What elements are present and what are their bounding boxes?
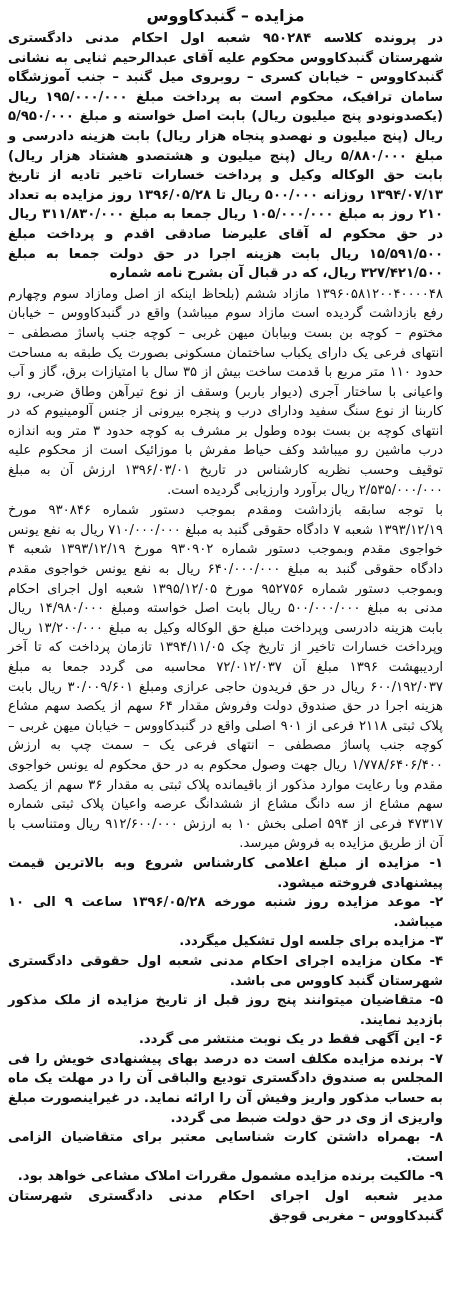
condition-item: ۴- مکان مزایده اجرای احکام مدنی شعبه اول حقوقی دادگستری شهرستان گنبد کاووس می باشد.: [8, 953, 443, 989]
property-description-paragraph: ۱۳۹۶۰۵۸۱۲۰۰۴۰۰۰۰۴۸ مازاد ششم (بلحاظ اینکه از اصل ومازاد سوم وچهارم رفع بازداشت گردیده است مازاد سوم میباشد) واقع در گنبدکاووس – خیابان مختوم – کوچه بن بست وبیابان میهن غربی – کوچه جنب پاساژ مصطفی – انتهای فرعی یک دارای یکباب ساختمان مسکونی بصورت یک طبقه به مساحت حدود ۱۱۰ متر مربع با قدمت ساخت بیش از ۳۵ سال با امتیازات برق، گاز و آب واعیانی با ساختار آجری (دیوار باربر) وسقف از نوع تیرآهن وطاق ضربی، رو کاربنا از نوع سنگ سفید ودارای درب و پنجره بیرونی از جنس آلومینیوم که در انتهای کوچه بن بست بوده وطول بر مشرف به کوچه حدود ۳ متر وبه اندازه درب ماشین رو میباشد وکف حیاط مفرش با موزائیک است از محکوم علیه توقیف وحسب نظریه کارشناس در تاریخ ۱۳۹۶/۰۳/۰۱ ارزش آن به مبلغ ۲/۵۳۵/۰۰۰/۰۰۰ ریال برآورد وارزیابی گردیده است.: [8, 286, 443, 498]
intro-paragraph: در پرونده کلاسه ۹۵۰۲۸۴ شعبه اول احکام مدنی دادگستری شهرستان گنبدکاووس محکوم علیه آقای عبدالرحیم ثنایی به نشانی گنبدکاووس – خیابان کسری – روبروی میل گنبد – جنب آموزشگاه سامان ترافیک، محکوم است به پرداخت مبلغ ۱۹۵/۰۰۰/۰۰۰ ریال (یکصدونودو پنج میلیون ریال) بابت اصل خواسته و مبلغ ۵/۹۵۰/۰۰۰ ریال (پنج میلیون و نهصدو پنجاه هزار ریال) بابت هزینه دادرسی و مبلغ ۵/۸۸۰/۰۰۰ ریال (پنج میلیون و هشتصدو هشتاد هزار ریال) بابت حق الوکاله وکیل و پرداخت خسارات تاخیر تادیه از تاریخ ۱۳۹۴/۰۷/۱۳ روزانه ۵۰۰/۰۰۰ ریال تا ۱۳۹۶/۰۵/۲۸ روز مزایده به تعداد ۲۱۰ روز به مبلغ ۱۰۵/۰۰۰/۰۰۰ ریال جمعا به مبلغ ۳۱۱/۸۳۰/۰۰۰ ریال در حق محکوم له آقای علیرضا صادقی اقدم و پرداخت مبلغ ۱۵/۵۹۱/۵۰۰ ریال بابت هزینه اجرا در حق دولت جمعا به مبلغ ۳۲۷/۴۲۱/۵۰۰ ریال، که در قبال آن بشرح نامه شماره: [8, 31, 444, 282]
condition-item: ۶- این آگهی فقط در یک نوبت منتشر می گردد.: [138, 1032, 443, 1048]
condition-item: ۵- متقاضیان میتوانند پنج روز قبل از تاریخ مزایده از ملک مذکور بازدید نمایند.: [8, 993, 443, 1028]
signature-line: مدیر شعبه اول اجرای احکام مدنی دادگستری شهرستان گنبدکاووس – مغربی قوجق: [8, 1189, 443, 1224]
seizure-history-paragraph: با توجه سابقه بازداشت ومقدم بموجب دستور شماره ۹۳۰۸۴۶ مورخ ۱۳۹۳/۱۲/۱۹ شعبه ۷ دادگاه حقوقی گنبد به مبلغ ۷۱۰/۰۰۰/۰۰۰ ریال به نفع یونس خواجوی مقدم وبموجب دستور شماره ۹۳۰۹۰۲ مورخ ۱۳۹۳/۱۲/۱۹ شعبه ۴ دادگاه حقوقی گنبد به مبلغ ۶۴۰/۰۰۰/۰۰۰ ریال به نفع یونس خواجوی مقدم وبموجب دستور شماره ۹۵۲۷۵۶ مورخ ۱۳۹۵/۱۲/۰۵ شعبه اول اجرای احکام مدنی به مبلغ ۵۰۰/۰۰۰/۰۰۰ ریال بابت اصل خواسته ومبلغ ۱۴/۹۸۰/۰۰۰ ریال بابت هزینه دادرسی وپرداخت مبلغ حق الوکاله وکیل به مبلغ ۱۳/۲۰۰/۰۰۰ ریال وپرداخت خسارات تاخیر از تاریخ چک ۱۳۹۴/۱۱/۰۵ تازمان پرداخت که تا آخر اردیبهشت ۱۳۹۶ مبلغ آن ۷۲/۰۱۲/۰۳۷ محاسبه می گردد جمعا به مبلغ ۶۰۰/۱۹۲/۰۳۷ ریال در حق فریدون حاجی عرازی ومبلغ ۳۰/۰۰۹/۶۰۱ ریال بابت هزینه اجرا در حق صندوق دولت وفروش مقدار ۶۴ سهم از یکصد سهم مشاع پلاک ثبتی ۲۱۱۸ فرعی از ۹۰۱ اصلی واقع در گنبدکاووس – خیابان میهن غربی – کوچه جنب پاساژ مصطفی – انتهای فرعی یک – سمت چپ به ارزش ۱/۷۷۸/۶۴۰۶/۴۰۰ ریال جهت وصول محکوم به در حق محکوم له یونس خواجوی مقدم وبا رعایت موارد مذکور از باقیمانده پلاک ثبتی به مقدار ۳۶ سهم از یکصد سهم مشاع از سه دانگ مشاع از ششدانگ عرصه واعیان پلاک ثبتی شماره ۴۷۳۱۷ فرعی از ۵۹۴ اصلی بخش ۱۰ به ارزش ۹۱۲/۶۰۰/۰۰۰ ریال ومتناسب با آن از طریق مزایده به فروش میرسد.: [8, 503, 444, 852]
condition-item: ۳- مزایده برای جلسه اول تشکیل میگردد.: [179, 934, 443, 950]
condition-item: ۹- مالکیت برنده مزایده مشمول مقررات املاک مشاعی خواهد بود.: [17, 1169, 443, 1185]
notice-title: مزایده – گنبدکاووس: [146, 6, 305, 25]
condition-item: ۱- مزایده از مبلغ اعلامی کارشناس شروع وبه بالاترین قیمت پیشنهادی فروخته میشود.: [8, 855, 443, 891]
auction-conditions-list: [8, 854, 443, 1187]
condition-item: ۲- موعد مزایده روز شنبه مورخه ۱۳۹۶/۰۵/۲۸ ساعت ۹ الی ۱۰ میباشد.: [8, 895, 443, 930]
condition-item: ۷- برنده مزایده مکلف است ده درصد بهای پیشنهادی خویش را فی المجلس به صندوق دادگستری تودیع والباقی آن را در مهلت یک ماه به حساب مذکور واریز وفیش آن را ارائه نماید. در غیراینصورت مبلغ واریزی از وی در حق دولت ضبط می گردد.: [8, 1051, 443, 1126]
condition-item: ۸- بهمراه داشتن کارت شناسایی معتبر برای متقاضیان الزامی است.: [8, 1130, 443, 1165]
